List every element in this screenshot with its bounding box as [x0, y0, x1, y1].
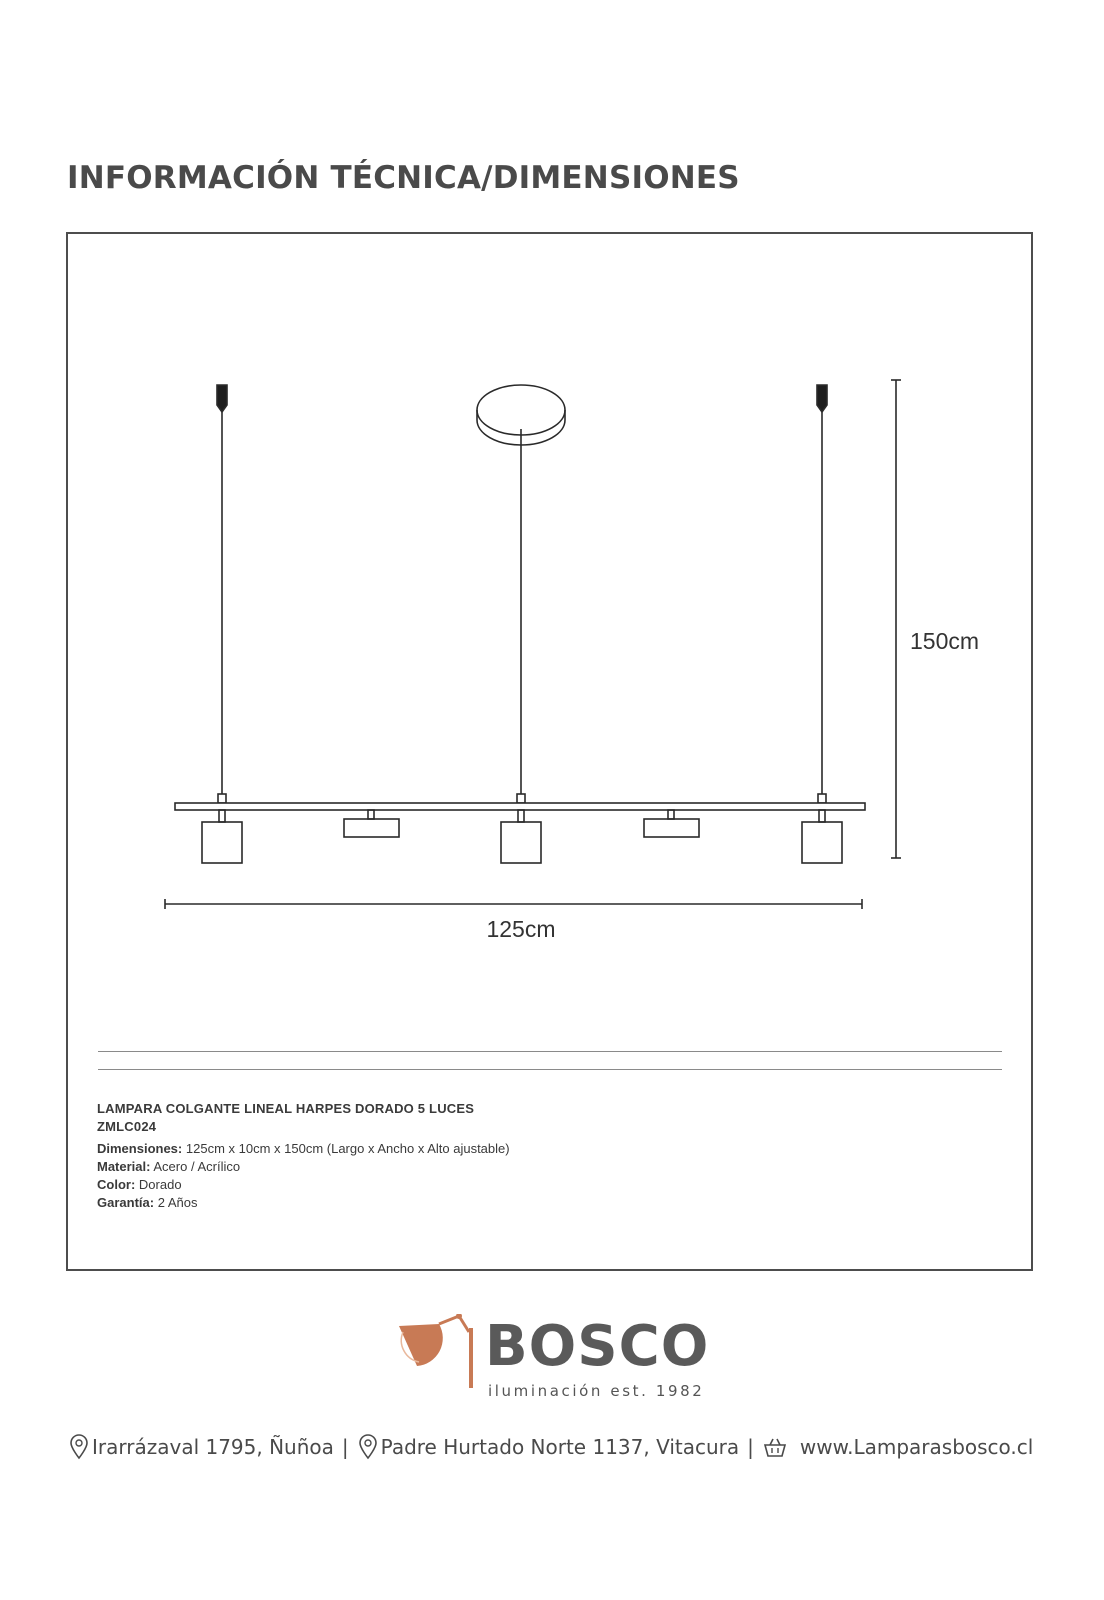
footer-contact: [68, 1434, 1033, 1460]
footer-address-1: [68, 1434, 334, 1460]
desk-lamp-logo-icon: [395, 1314, 485, 1394]
shade-2-stem: [368, 810, 374, 819]
page-title: INFORMACIÓN TÉCNICA/DIMENSIONES: [67, 160, 740, 196]
left-cable-clip: [217, 385, 227, 412]
spec-label: Garantía:: [97, 1195, 155, 1210]
footer-address-2: [357, 1434, 739, 1460]
shade-1: [202, 822, 242, 863]
website-link[interactable]: www.Lamparasbosco.cl: [799, 1435, 1034, 1459]
left-connector: [218, 794, 226, 803]
footer-separator: |: [747, 1435, 754, 1459]
shopping-basket-icon: [762, 1436, 788, 1458]
address-1-text: Irarrázaval 1795, Ñuñoa: [92, 1435, 334, 1459]
spec-color: [97, 1176, 510, 1194]
location-pin-icon: [68, 1434, 90, 1460]
footer-website[interactable]: [762, 1435, 1033, 1459]
product-name: LAMPARA COLGANTE LINEAL HARPES DORADO 5 LUCES: [97, 1101, 475, 1116]
shade-5: [802, 822, 842, 863]
center-connector: [517, 794, 525, 803]
divider-top: [98, 1051, 1002, 1052]
width-dimension-label: 125cm: [486, 916, 556, 942]
shade-4-stem: [668, 810, 674, 819]
footer-separator: |: [341, 1435, 349, 1459]
spec-material: [97, 1158, 510, 1176]
height-dimension-label: 150cm: [910, 628, 980, 654]
right-connector: [818, 794, 826, 803]
spec-value: Acero / Acrílico: [153, 1159, 241, 1174]
ceiling-canopy-top: [477, 385, 565, 435]
spec-warranty: [97, 1194, 510, 1212]
brand-logo-block: [395, 1314, 715, 1404]
product-code: ZMLC024: [97, 1119, 157, 1134]
spec-value: 125cm x 10cm x 150cm (Largo x Ancho x Alto ajustable): [185, 1141, 510, 1156]
shade-3-stem: [518, 810, 524, 822]
brand-name: BOSCO: [485, 1314, 710, 1379]
technical-drawing-frame: [66, 232, 1033, 1271]
right-cable-clip: [817, 385, 827, 412]
shade-3: [501, 822, 541, 863]
location-pin-icon: [357, 1434, 379, 1460]
lamp-bar: [175, 803, 865, 810]
brand-tagline: iluminación est. 1982: [488, 1382, 705, 1400]
spec-value: Dorado: [138, 1177, 182, 1192]
divider-bottom: [98, 1069, 1002, 1070]
spec-dimensions: [97, 1140, 510, 1158]
address-2-text: Padre Hurtado Norte 1137, Vitacura: [380, 1435, 740, 1459]
shade-4: [644, 819, 699, 837]
shade-5-stem: [819, 810, 825, 822]
shade-1-stem: [219, 810, 225, 822]
spec-value: 2 Años: [157, 1195, 198, 1210]
spec-label: Dimensiones:: [97, 1141, 183, 1156]
spec-label: Material:: [97, 1159, 151, 1174]
spec-label: Color:: [97, 1177, 136, 1192]
shade-2: [344, 819, 399, 837]
product-specs: [97, 1100, 510, 1212]
